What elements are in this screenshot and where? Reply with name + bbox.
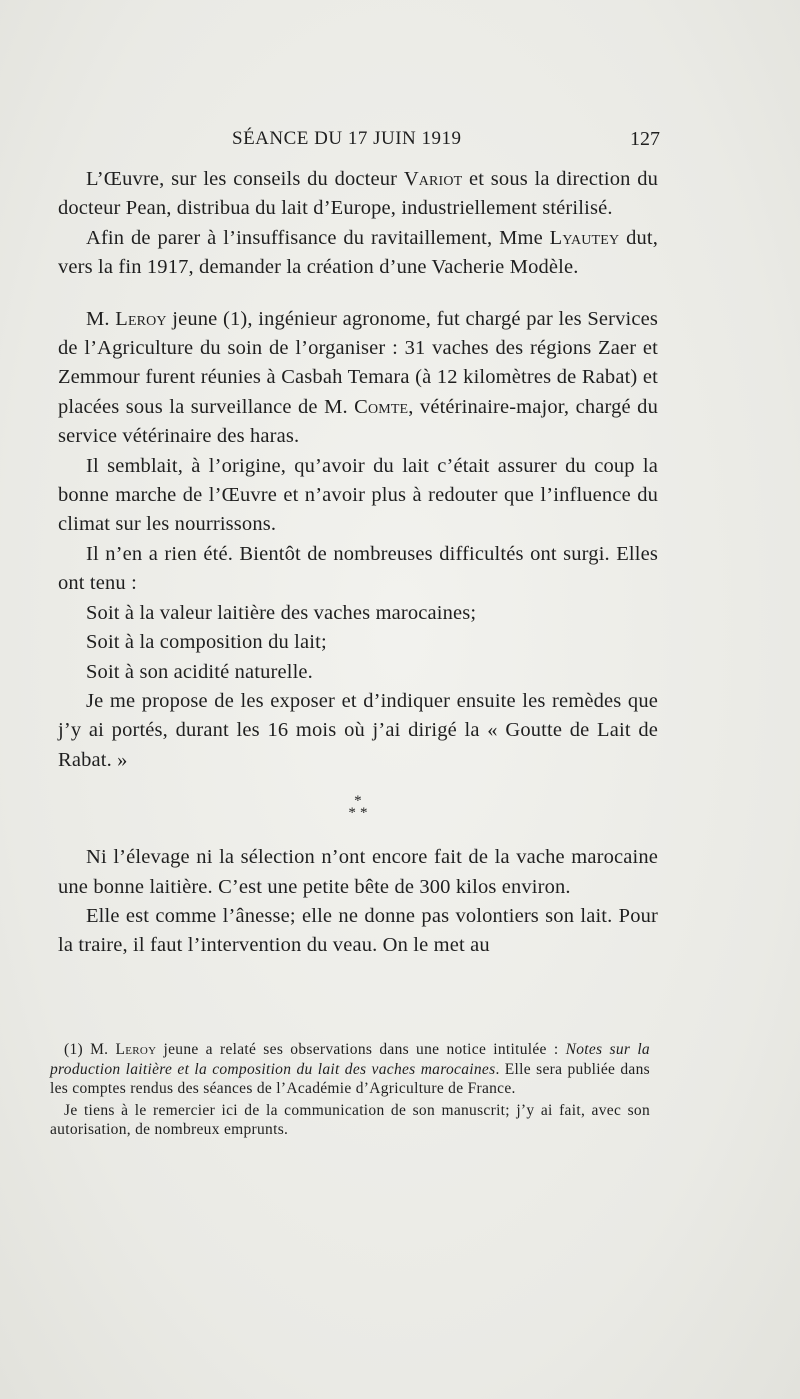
paragraph-vacherie (58, 224, 658, 283)
text-run: M. (86, 307, 116, 330)
text-run: dut, vers la fin 1917, demander la création d’une Vacherie Modèle. (58, 226, 658, 279)
text-run: (1) M. (64, 1041, 116, 1058)
list-item-valeur: Soit à la valeur laitière des vaches marocaines; (86, 601, 477, 624)
list-item-composition: Soit à la composition du lait; (86, 631, 327, 654)
paragraph-remedes: Je me propose de les exposer et d’indiquer ensuite les remèdes que j’y ai portés, durant les 16 mois où j’ai dirigé la « Goutte de Lait de Rabat. » (58, 689, 658, 771)
text-run: L’Œuvre, sur les conseils du docteur (86, 168, 404, 190)
paragraph-anesse: Elle est comme l’ânesse; elle ne donne pas volontiers son lait. Pour la traire, il faut l’intervention du veau. On le met au (58, 904, 658, 957)
asterism-top: * (354, 793, 362, 810)
paragraph-origine: Il semblait, à l’origine, qu’avoir du lait c’était assurer du coup la bonne marche de l’Œuvre et n’avoir plus à redouter que l’influence du climat sur les nourrissons. (58, 454, 658, 536)
page-number: 127 (630, 128, 660, 150)
page-header (60, 128, 660, 160)
asterism-divider (58, 793, 658, 822)
name-leroy: Leroy (115, 1041, 157, 1058)
footnotes (50, 1040, 650, 1140)
footnote-2: Je tiens à le remercier ici de la communication de son manuscrit; j’y ai fait, avec son autorisation, de nombreux emprunts. (50, 1101, 650, 1138)
text-run: Afin de parer à l’insuffisance du ravitaillement, Mme (86, 226, 550, 249)
name-leroy: Leroy (115, 307, 167, 330)
body-text (58, 165, 658, 961)
paragraph-difficultes: Il n’en a rien été. Bientôt de nombreuses difficultés ont surgi. Elles ont tenu : (58, 542, 658, 595)
name-variot: Variot (403, 168, 463, 190)
footnote-1 (50, 1040, 650, 1099)
paragraph-elevage: Ni l’élevage ni la sélection n’ont encore fait de la vache marocaine une bonne laitière. C’est une petite bête de 300 kilos environ. (58, 846, 658, 898)
paragraph-leroy (58, 305, 658, 452)
running-head: SÉANCE DU 17 JUIN 1919 (232, 128, 462, 149)
name-comte: Comte (354, 395, 409, 418)
text-run: , vétérinaire-major, chargé du service vétérinaire des haras. (58, 395, 658, 448)
asterism-bottom: * * (348, 805, 368, 822)
text-run: jeune (1), ingénieur agronome, fut chargé par les Services de l’Agriculture du soin de l’organiser : 31 vaches des régions Zaer et Zemmour furent réunies à Casbah Temara (à 12 kilomètres de Rabat) et placées sous la surveillance de M. (58, 307, 658, 418)
name-lyautey: Lyautey (549, 226, 620, 249)
notice-title: Notes sur la production laitière et la composition du lait des vaches marocaines (50, 1041, 650, 1078)
text-run: et sous la direction du docteur Pean, distribua du lait d’Europe, industriellement stérilisé. (58, 168, 658, 220)
text-run: jeune a relaté ses observations dans une notice intitulée : (156, 1041, 566, 1058)
paragraph-oeuvre (58, 165, 658, 224)
list-item-acidite: Soit à son acidité naturelle. (86, 660, 313, 683)
text-run: . Elle sera publiée dans les comptes rendus des séances de l’Académie d’Agriculture de France. (50, 1060, 650, 1097)
